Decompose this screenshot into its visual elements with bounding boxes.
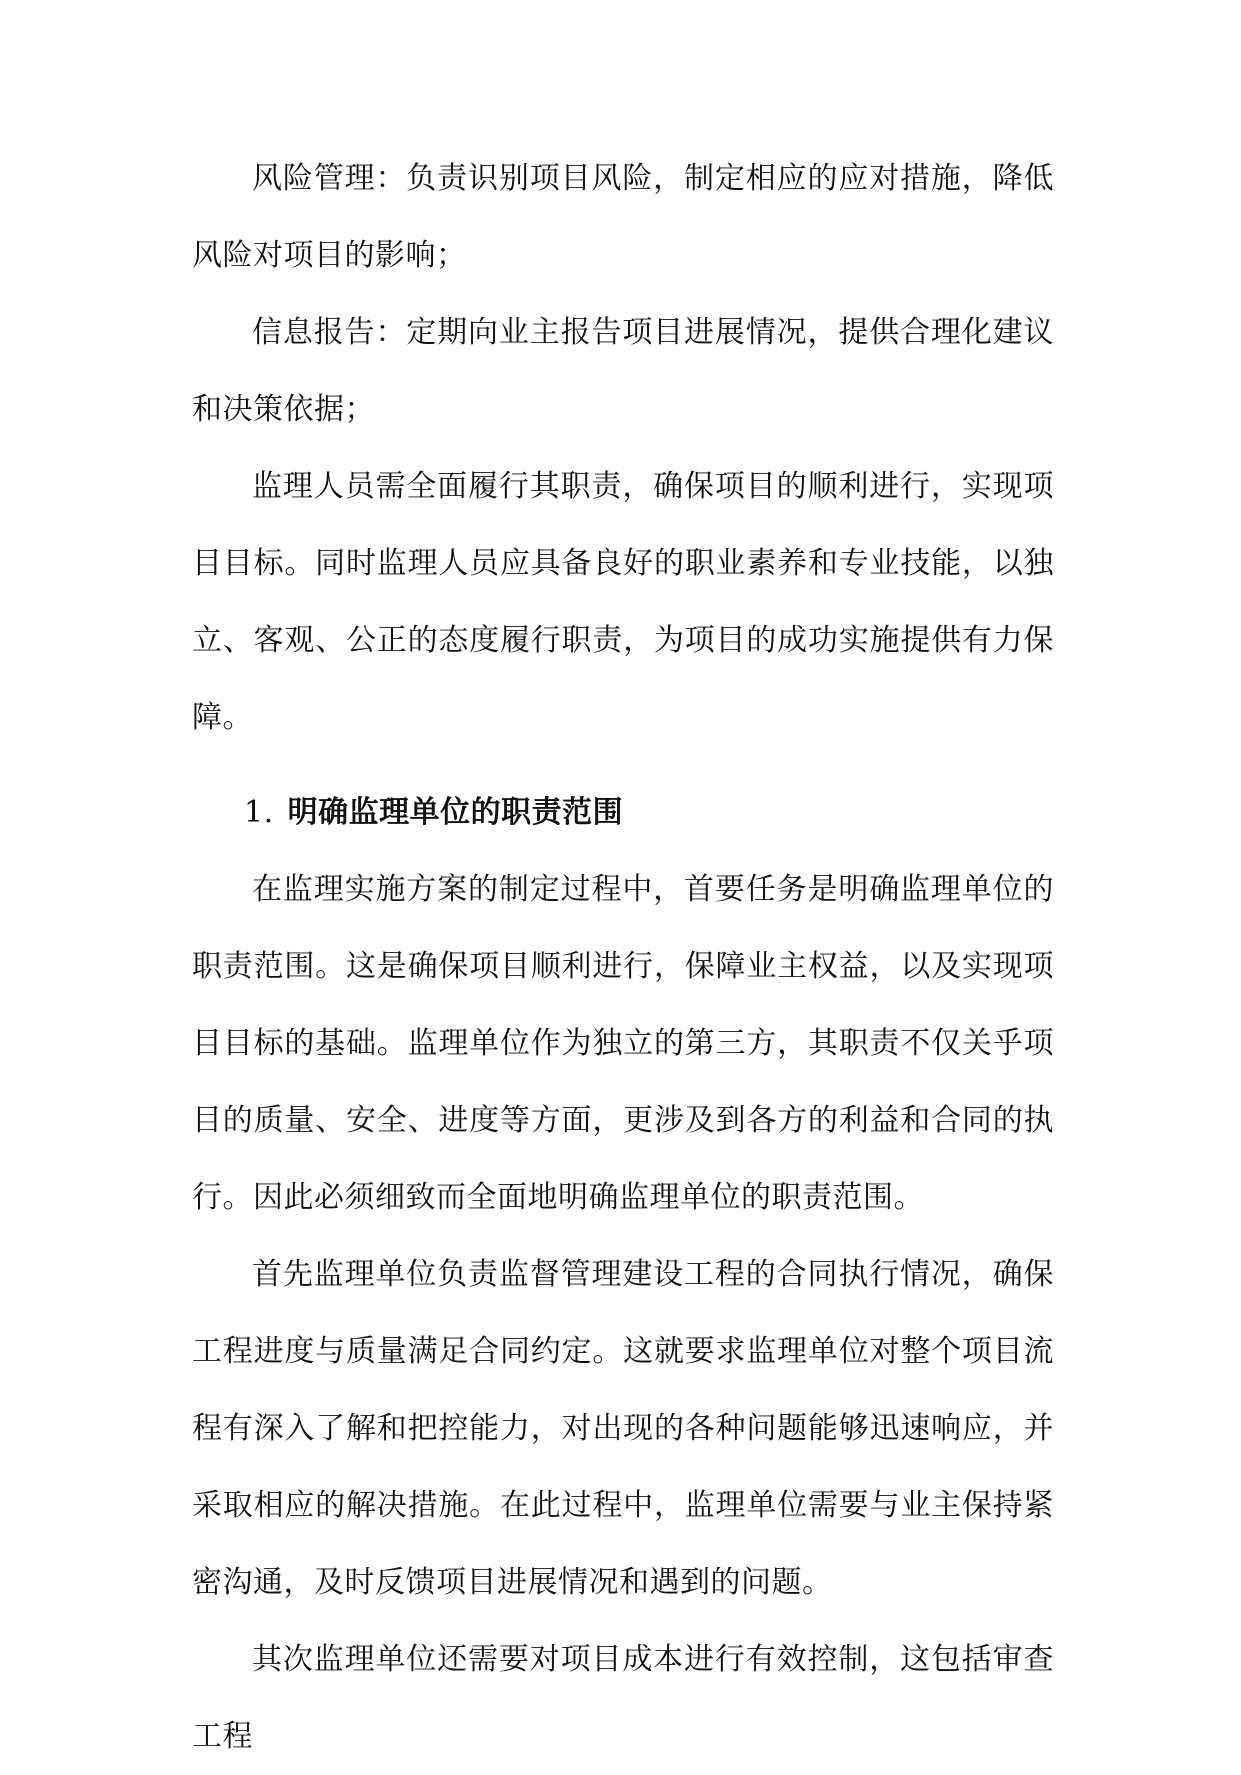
section-spacer xyxy=(192,756,1054,774)
section-number: 1. xyxy=(244,795,274,830)
paragraph-scope-intro: 在监理实施方案的制定过程中，首要任务是明确监理单位的职责范围。这是确保项目顺利进行，保障业主权益，以及实现项目目标的基础。监理单位作为独立的第三方，其职责不仅关乎项目的质量、安全、进度等方面，更涉及到各方的利益和合同的执行。因此必须细致而全面地明确监理单位的职责范围。 xyxy=(192,872,1054,1215)
paragraph-risk-management: 风险管理：负责识别项目风险，制定相应的应对措施，降低风险对项目的影响； xyxy=(192,161,1054,273)
paragraph-cost-control: 其次监理单位还需要对项目成本进行有效控制，这包括审查工程 xyxy=(192,1642,1054,1754)
paragraph-contract-supervision: 首先监理单位负责监督管理建设工程的合同执行情况，确保工程进度与质量满足合同约定。这就要求监理单位对整个项目流程有深入了解和把控能力，对出现的各种问题能够迅速响应，并采取相应的解决措施。在此过程中，监理单位需要与业主保持紧密沟通，及时反馈项目进展情况和遇到的问题。 xyxy=(192,1257,1054,1600)
section-heading xyxy=(192,774,1054,851)
section-title: 明确监理单位的职责范围 xyxy=(287,795,624,830)
document-page xyxy=(192,140,1054,1775)
paragraph-information-report: 信息报告：定期向业主报告项目进展情况，提供合理化建议和决策依据； xyxy=(192,315,1054,427)
paragraph-supervisor-duties: 监理人员需全面履行其职责，确保项目的顺利进行，实现项目目标。同时监理人员应具备良好的职业素养和专业技能，以独立、客观、公正的态度履行职责，为项目的成功实施提供有力保障。 xyxy=(192,469,1054,735)
